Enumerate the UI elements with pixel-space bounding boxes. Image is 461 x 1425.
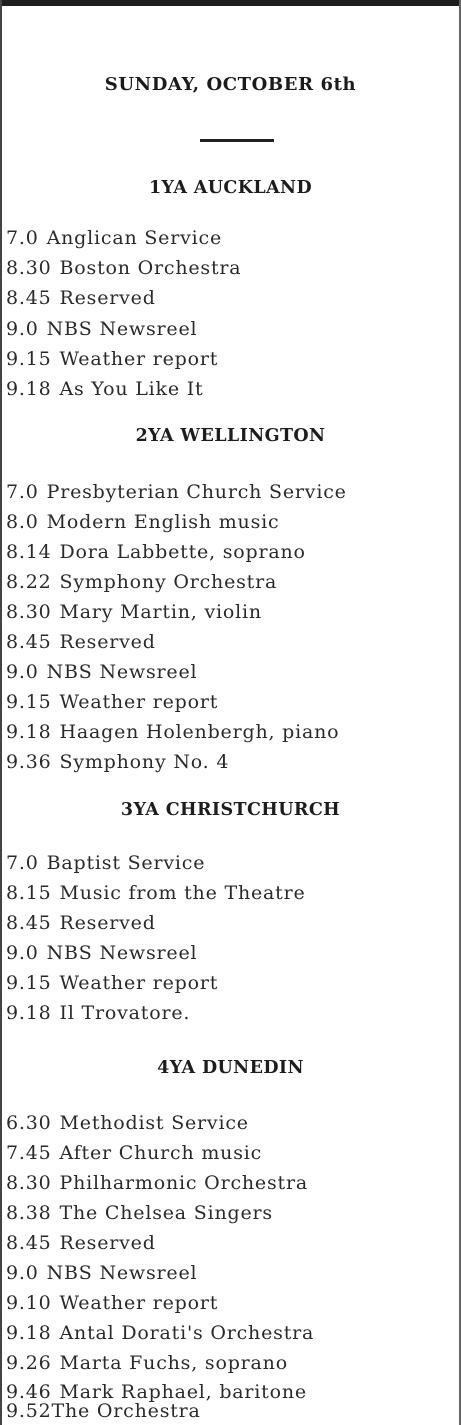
program-title: Weather report	[59, 1292, 219, 1314]
program-title: The Orchestra	[51, 1400, 201, 1422]
left-border-rule	[0, 0, 2, 1425]
program-time: 7.0	[6, 227, 39, 249]
program-time: 9.18	[6, 1322, 52, 1344]
program-row	[6, 882, 458, 904]
program-row	[6, 721, 458, 743]
program-row	[6, 1400, 458, 1422]
program-time: 8.22	[6, 571, 52, 593]
program-time: 9.36	[6, 751, 52, 773]
program-title: Il Trovatore.	[59, 1002, 191, 1024]
program-row	[6, 1002, 458, 1024]
program-title: Modern English music	[46, 511, 280, 533]
program-time: 7.45	[6, 1142, 52, 1164]
program-row	[6, 227, 458, 249]
program-row	[6, 972, 458, 994]
program-time: 6.30	[6, 1112, 52, 1134]
program-time: 9.52	[6, 1400, 52, 1422]
program-row	[6, 661, 458, 683]
program-title: Reserved	[59, 912, 156, 934]
program-row	[6, 1292, 458, 1314]
program-row	[6, 1352, 458, 1374]
program-row	[6, 378, 458, 400]
program-row	[6, 912, 458, 934]
program-title: Weather report	[59, 972, 219, 994]
program-row	[6, 631, 458, 653]
program-row	[6, 257, 458, 279]
program-title: Marta Fuchs, soprano	[59, 1352, 288, 1374]
station-heading-christchurch: 3YA CHRISTCHURCH	[120, 800, 341, 820]
program-time: 8.15	[6, 882, 52, 904]
program-time: 9.0	[6, 1262, 39, 1284]
program-time: 8.38	[6, 1202, 52, 1224]
title-divider	[200, 139, 274, 142]
program-row	[6, 1232, 458, 1254]
program-title: NBS Newsreel	[46, 661, 198, 683]
program-time: 8.30	[6, 257, 52, 279]
program-title: Symphony No. 4	[59, 751, 230, 773]
program-time: 7.0	[6, 852, 39, 874]
program-row	[6, 571, 458, 593]
program-row	[6, 1112, 458, 1134]
program-row	[6, 481, 458, 503]
program-row	[6, 852, 458, 874]
program-time: 9.15	[6, 348, 52, 370]
program-row	[6, 1172, 458, 1194]
program-row	[6, 1142, 458, 1164]
program-title: Methodist Service	[59, 1112, 249, 1134]
program-title: NBS Newsreel	[46, 318, 198, 340]
program-title: Mary Martin, violin	[59, 601, 262, 623]
program-title: Reserved	[59, 287, 156, 309]
program-title: Mark Raphael, baritone	[59, 1381, 307, 1403]
program-row	[6, 1262, 458, 1284]
program-title: After Church music	[59, 1142, 263, 1164]
program-title: Symphony Orchestra	[59, 571, 278, 593]
program-title: Baptist Service	[46, 852, 206, 874]
program-title: Boston Orchestra	[59, 257, 242, 279]
program-time: 8.0	[6, 511, 39, 533]
program-row	[6, 1202, 458, 1224]
program-title: As You Like It	[59, 378, 204, 400]
station-heading-dunedin: 4YA DUNEDIN	[157, 1058, 304, 1078]
program-title: Anglican Service	[46, 227, 222, 249]
program-time: 8.45	[6, 631, 52, 653]
program-title: Dora Labbette, soprano	[59, 541, 306, 563]
program-title: Antal Dorati's Orchestra	[59, 1322, 315, 1344]
program-title: Weather report	[59, 348, 219, 370]
program-time: 9.18	[6, 721, 52, 743]
program-time: 8.14	[6, 541, 52, 563]
program-time: 8.45	[6, 1232, 52, 1254]
program-time: 8.45	[6, 287, 52, 309]
program-title: Philharmonic Orchestra	[59, 1172, 308, 1194]
program-time: 9.15	[6, 691, 52, 713]
program-row	[6, 287, 458, 309]
program-time: 9.18	[6, 378, 52, 400]
program-row	[6, 318, 458, 340]
program-time: 9.15	[6, 972, 52, 994]
program-time: 9.0	[6, 942, 39, 964]
program-title: Haagen Holenbergh, piano	[59, 721, 340, 743]
program-time: 8.30	[6, 601, 52, 623]
program-time: 9.0	[6, 661, 39, 683]
program-title: Reserved	[59, 1232, 156, 1254]
program-row	[6, 511, 458, 533]
program-time: 7.0	[6, 481, 39, 503]
program-row	[6, 541, 458, 563]
program-title: NBS Newsreel	[46, 942, 198, 964]
program-title: Reserved	[59, 631, 156, 653]
program-time: 9.18	[6, 1002, 52, 1024]
program-time: 8.30	[6, 1172, 52, 1194]
day-title: SUNDAY, OCTOBER 6th	[104, 74, 357, 95]
program-row	[6, 348, 458, 370]
top-border-rule	[0, 0, 461, 6]
program-row	[6, 601, 458, 623]
program-time: 8.45	[6, 912, 52, 934]
program-title: Weather report	[59, 691, 219, 713]
program-time: 9.26	[6, 1352, 52, 1374]
program-title: Music from the Theatre	[59, 882, 306, 904]
program-time: 9.46	[6, 1381, 52, 1403]
program-time: 9.10	[6, 1292, 52, 1314]
program-time: 9.0	[6, 318, 39, 340]
station-heading-auckland: 1YA AUCKLAND	[148, 178, 313, 198]
program-row	[6, 751, 458, 773]
program-title: NBS Newsreel	[46, 1262, 198, 1284]
program-title: Presbyterian Church Service	[46, 481, 347, 503]
program-row	[6, 691, 458, 713]
station-heading-wellington: 2YA WELLINGTON	[135, 426, 326, 446]
program-row	[6, 1322, 458, 1344]
program-row	[6, 942, 458, 964]
program-title: The Chelsea Singers	[59, 1202, 273, 1224]
